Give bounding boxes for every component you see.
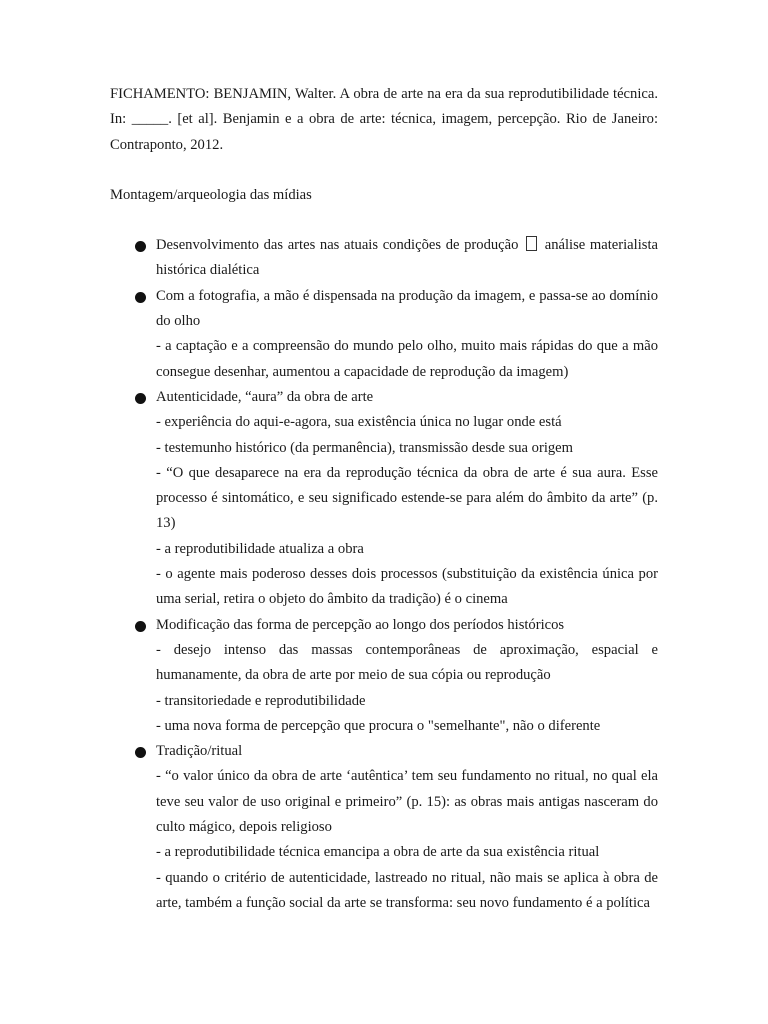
bullet-head: Modificação das forma de percepção ao longo dos períodos históricos <box>156 616 565 633</box>
bullet-dot-icon <box>135 393 146 404</box>
bullet-note: - testemunho histórico (da permanência), transmissão desde sua origem <box>156 439 574 456</box>
bullet-note: - quando o critério de autenticidade, lastreado no ritual, não mais se aplica à obra de arte, também a função social da arte se transforma: seu novo fundamento é a política <box>156 869 658 911</box>
bullet-dot-icon <box>135 241 146 252</box>
bullet-item-perception <box>156 613 658 739</box>
missing-glyph-icon <box>526 236 537 251</box>
citation-text: BENJAMIN, Walter. A obra de arte na era da sua reprodutibilidade técnica. In: _____. [et al]. Benjamin e a obra de arte: técnica, imagem, percepção. Rio de Janeiro: Contraponto, 2012. <box>110 86 658 153</box>
bullet-note: - “o valor único da obra de arte ‘autêntica’ tem seu fundamento no ritual, no qual ela teve seu valor de uso original e primeiro” (p. 15): as obras mais antigas nasceram do culto mágico, depois religioso <box>156 768 658 836</box>
bullet-note: - experiência do aqui-e-agora, sua existência única no lugar onde está <box>156 414 562 431</box>
citation-label: FICHAMENTO: <box>110 86 210 102</box>
bullet-item-ritual <box>156 739 658 916</box>
bullet-note: - o agente mais poderoso desses dois processos (substituição da existência única por uma serial, retira o objeto do âmbito da tradição) é o cinema <box>156 566 658 608</box>
bullet-note: - a captação e a compreensão do mundo pelo olho, muito mais rápidas do que a mão consegue desenhar, aumentou a capacidade de reprodução da imagem) <box>156 338 658 380</box>
bullet-note: - desejo intenso das massas contemporâneas de aproximação, espacial e humanamente, da obra de arte por meio de sua cópia ou reprodução <box>156 641 658 684</box>
document-page <box>110 82 658 916</box>
bullet-item-photography <box>156 284 658 385</box>
bullet-note: - “O que desaparece na era da reprodução técnica da obra de arte é sua aura. Esse processo é sintomático, e seu significado estende-se para além do âmbito da arte” (p. 13) <box>156 464 658 532</box>
bullet-head: Com a fotografia, a mão é dispensada na produção da imagem, e passa-se ao domínio do olho <box>156 287 658 330</box>
bullet-note: - uma nova forma de percepção que procura o "semelhante", não o diferente <box>156 717 601 734</box>
bullet-dot-icon <box>135 747 146 758</box>
bullet-note: - transitoriedade e reprodutibilidade <box>156 692 366 709</box>
bullet-note: - a reprodutibilidade técnica emancipa a obra de arte da sua existência ritual <box>156 844 600 861</box>
bullet-note: - a reprodutibilidade atualiza a obra <box>156 540 364 557</box>
bullet-dot-icon <box>135 292 146 303</box>
bullet-head-part-b: análise materialista histórica dialética <box>156 237 658 279</box>
bullet-item-aura <box>156 385 658 613</box>
bullet-list <box>110 233 658 916</box>
citation-paragraph <box>110 82 658 158</box>
section-title: Montagem/arqueologia das mídias <box>110 186 312 203</box>
bullet-head <box>156 233 658 284</box>
bullet-head-part-a: Desenvolvimento das artes nas atuais condições de produção <box>156 237 519 254</box>
bullet-item-production <box>156 233 658 284</box>
bullet-head: Tradição/ritual <box>156 743 243 760</box>
bullet-dot-icon <box>135 621 146 632</box>
bullet-head: Autenticidade, “aura” da obra de arte <box>156 388 374 405</box>
